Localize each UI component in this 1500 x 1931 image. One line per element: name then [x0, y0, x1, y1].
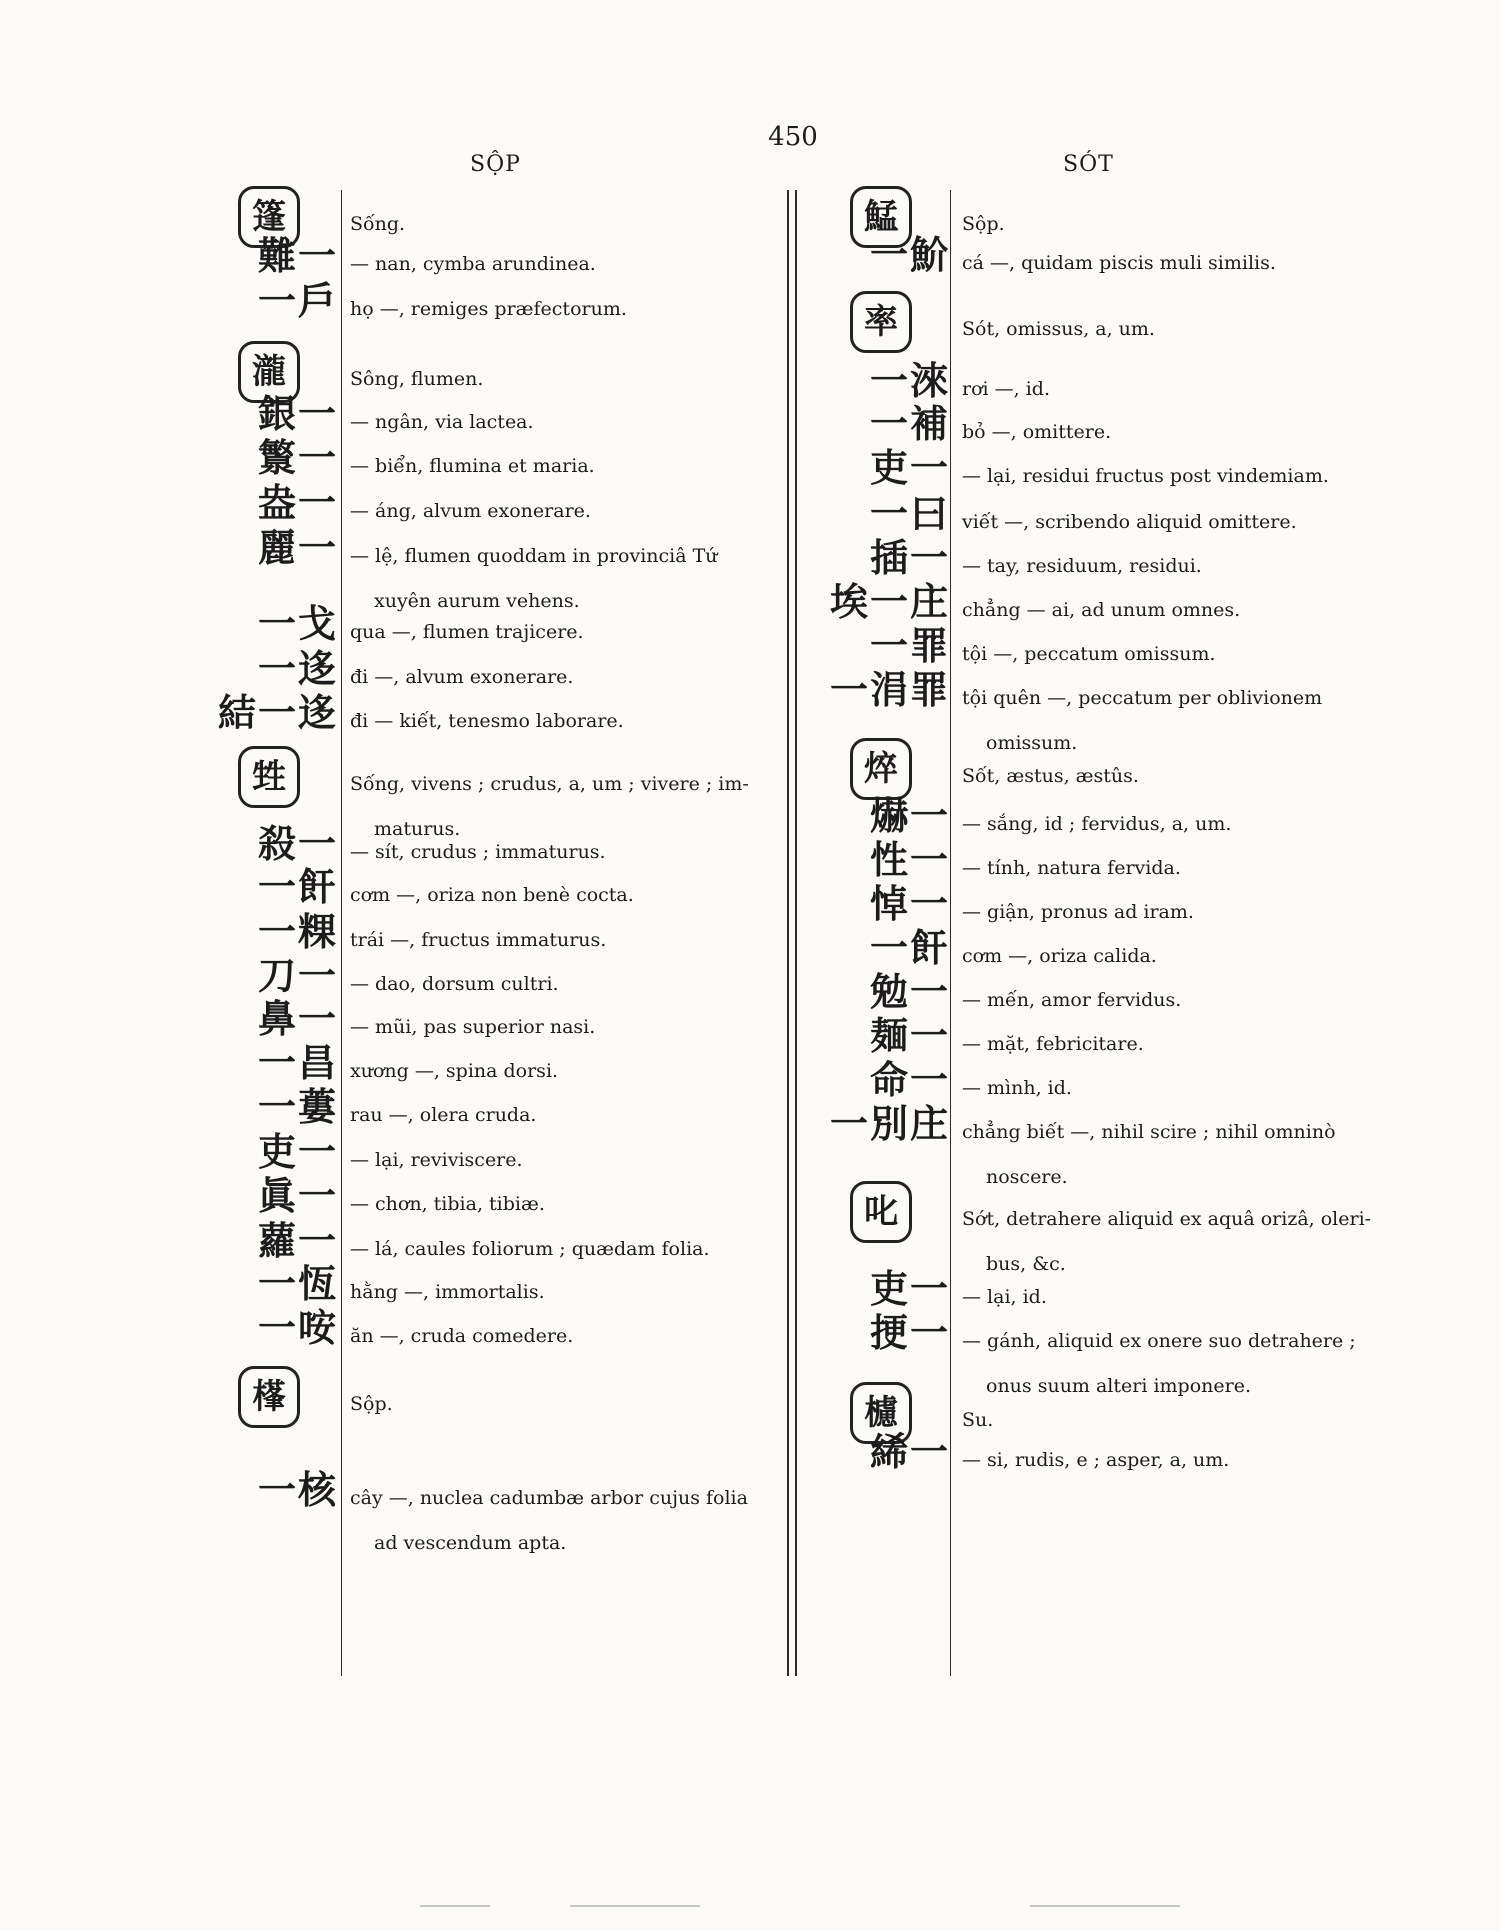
entry-text	[962, 500, 1402, 545]
entry-definition: — sít, crudus ; immaturus.	[350, 841, 606, 863]
entry-definition: — si, rudis, e ; asper, a, um.	[962, 1449, 1230, 1471]
entry-definition: — lại, residui fructus post vindemiam.	[962, 465, 1329, 487]
headword-character-box: 樥	[238, 1366, 300, 1428]
entry-definition: — tay, residuum, residui.	[962, 555, 1202, 577]
entry-characters: 一咹	[257, 1306, 338, 1350]
entry-definition: rau —, olera cruda.	[350, 1104, 537, 1126]
entry-definition: — gánh, aliquid ex onere suo detrahere ;	[962, 1330, 1356, 1352]
entry-text	[350, 1270, 790, 1315]
headword-character-box: 瀧	[238, 341, 300, 403]
bottom-smudge	[570, 1905, 700, 1907]
entry-characters: 眞一	[257, 1174, 338, 1218]
entry-text	[350, 610, 790, 655]
entry-characters: 爀一	[869, 794, 950, 838]
entry-text	[350, 655, 790, 700]
entry-continuation: noscere.	[986, 1166, 1068, 1188]
entry-text	[350, 287, 790, 332]
entry-characters: 悼一	[869, 882, 950, 926]
entry-definition: bỏ —, omittere.	[962, 421, 1112, 443]
entry-characters: 一魪	[869, 233, 950, 277]
entry-definition: chẳng biết —, nihil scire ; nihil omninò	[962, 1121, 1336, 1143]
entry-characters: 蘿一	[257, 1219, 338, 1263]
entry-definition: tội quên —, peccatum per oblivionem	[962, 687, 1323, 709]
entry-text	[962, 632, 1402, 677]
entry-definition: xương —, spina dorsi.	[350, 1060, 559, 1082]
entry-text	[350, 1005, 790, 1050]
entry-definition: Sót, omissus, a, um.	[962, 318, 1155, 340]
entry-text	[350, 1314, 790, 1359]
headword-character-box: 甡	[238, 746, 300, 808]
entry-text	[962, 241, 1402, 286]
entry-characters: 殺一	[257, 822, 338, 866]
entry-text	[962, 544, 1402, 589]
entry-definition: Sốt, æstus, æstûs.	[962, 765, 1139, 787]
entry-text	[962, 410, 1402, 455]
entry-text	[350, 830, 790, 875]
entry-text	[962, 1022, 1402, 1067]
entry-text	[962, 676, 1402, 766]
entry-definition: — mũi, pas superior nasi.	[350, 1016, 596, 1038]
bottom-smudge	[1030, 1905, 1180, 1907]
column-rule-left	[341, 190, 342, 1676]
entry-text	[962, 1398, 1402, 1443]
entry-characters: 一淶	[869, 359, 950, 403]
entry-text	[350, 1476, 790, 1566]
entry-definition: — sắng, id ; fervidus, a, um.	[962, 813, 1232, 835]
entry-definition: — lệ, flumen quoddam in provinciâ Tứ	[350, 545, 718, 567]
entry-text	[350, 1138, 790, 1183]
entry-characters: 一核	[257, 1468, 338, 1512]
entry-characters: 刀一	[257, 954, 338, 998]
entry-definition: — lại, reviviscere.	[350, 1149, 523, 1171]
entry-characters: 一蔞	[257, 1085, 338, 1129]
entry-continuation: ad vescendum apta.	[374, 1532, 567, 1554]
entry-text	[350, 699, 790, 744]
entry-characters: 一戈	[257, 602, 338, 646]
entry-definition: — lại, id.	[962, 1286, 1047, 1308]
entry-continuation: bus, &c.	[986, 1253, 1066, 1275]
entry-definition: — biển, flumina et maria.	[350, 455, 595, 477]
entry-characters: 一戶	[257, 279, 338, 323]
entry-definition: cơm —, oriza non benè cocta.	[350, 884, 634, 906]
entry-characters: 一涓罪	[829, 668, 950, 712]
entry-characters: 一昌	[257, 1041, 338, 1085]
entry-text	[350, 242, 790, 287]
entry-characters: 一迻	[257, 647, 338, 691]
entry-characters: 吏一	[869, 446, 950, 490]
entry-definition: rơi —, id.	[962, 378, 1050, 400]
column-rule-right	[950, 190, 951, 1676]
entry-text	[962, 1319, 1402, 1409]
entry-characters: 鼻一	[257, 997, 338, 1041]
entry-text	[350, 1382, 790, 1427]
entry-definition: — giận, pronus ad iram.	[962, 901, 1194, 923]
entry-characters: 麗一	[257, 526, 338, 570]
entry-text	[962, 1066, 1402, 1111]
entry-text	[962, 934, 1402, 979]
entry-text	[962, 890, 1402, 935]
entry-text	[350, 1182, 790, 1227]
entry-definition: — nan, cymba arundinea.	[350, 253, 596, 275]
entry-definition: cây —, nuclea cadumbæ arbor cujus folia	[350, 1487, 748, 1509]
entry-definition: trái —, fructus immaturus.	[350, 929, 607, 951]
entry-text	[962, 588, 1402, 633]
entry-definition: ăn —, cruda comedere.	[350, 1325, 574, 1347]
entry-definition: — mến, amor fervidus.	[962, 989, 1182, 1011]
entry-continuation: maturus.	[374, 818, 461, 840]
entry-characters: 一別庄	[829, 1102, 950, 1146]
entry-definition: — lá, caules foliorum ; quædam folia.	[350, 1238, 710, 1260]
entry-characters: 一罪	[869, 624, 950, 668]
entry-characters: 絺一	[869, 1430, 950, 1474]
entry-characters: 一恆	[257, 1262, 338, 1306]
entry-characters: 一粿	[257, 910, 338, 954]
entry-text	[962, 367, 1402, 412]
entry-characters: 挭一	[869, 1311, 950, 1355]
entry-text	[350, 962, 790, 1007]
entry-text	[350, 1093, 790, 1138]
entry-definition: Sông, flumen.	[350, 368, 484, 390]
running-head-left: SỘP	[470, 152, 521, 177]
entry-definition: qua —, flumen trajicere.	[350, 621, 584, 643]
entry-characters: 埃一庄	[829, 580, 950, 624]
entry-text	[350, 489, 790, 534]
entry-text	[962, 1197, 1402, 1287]
entry-text	[962, 1438, 1402, 1483]
entry-definition: chẳng — ai, ad unum omnes.	[962, 599, 1241, 621]
entry-definition: — mình, id.	[962, 1077, 1072, 1099]
entry-text	[962, 754, 1402, 799]
entry-definition: Sống, vivens ; crudus, a, um ; vivere ; im-	[350, 773, 749, 795]
entry-characters: 一曰	[869, 492, 950, 536]
headword-character-box: 焠	[850, 738, 912, 800]
entry-text	[962, 307, 1402, 352]
entry-definition: Su.	[962, 1409, 994, 1431]
entry-definition: hằng —, immortalis.	[350, 1281, 545, 1303]
column-rule-center-b	[795, 190, 797, 1676]
entry-text	[962, 846, 1402, 891]
entry-definition: đi —, alvum exonerare.	[350, 666, 574, 688]
entry-characters: 盎一	[257, 481, 338, 525]
entry-text	[350, 1227, 790, 1272]
entry-characters: 銀一	[257, 392, 338, 436]
headword-character-box: 櫖	[850, 1382, 912, 1444]
entry-text	[962, 1110, 1402, 1200]
entry-continuation: onus suum alteri imponere.	[986, 1375, 1252, 1397]
entry-text	[350, 444, 790, 489]
entry-characters: 吏一	[869, 1267, 950, 1311]
entry-text	[962, 802, 1402, 847]
entry-definition: đi — kiết, tenesmo laborare.	[350, 710, 624, 732]
entry-definition: họ —, remiges præfectorum.	[350, 298, 627, 320]
entry-definition: — dao, dorsum cultri.	[350, 973, 559, 995]
entry-continuation: xuyên aurum vehens.	[374, 590, 580, 612]
entry-text	[962, 978, 1402, 1023]
entry-characters: 插一	[869, 536, 950, 580]
entry-text	[962, 1275, 1402, 1320]
entry-definition: cơm —, oriza calida.	[962, 945, 1157, 967]
entry-definition: Sớt, detrahere aliquid ex aquâ orizâ, oleri-	[962, 1208, 1372, 1230]
entry-characters: 一飦	[257, 865, 338, 909]
entry-characters: 一飦	[869, 926, 950, 970]
entry-characters: 瀪一	[257, 436, 338, 480]
entry-characters: 一補	[869, 402, 950, 446]
entry-characters: 吏一	[257, 1130, 338, 1174]
entry-characters: 結一迻	[217, 691, 338, 735]
entry-definition: Sộp.	[350, 1393, 393, 1415]
entry-definition: cá —, quidam piscis muli similis.	[962, 252, 1276, 274]
headword-character-box: 篷	[238, 186, 300, 248]
entry-definition: Sống.	[350, 213, 406, 235]
entry-definition: tội —, peccatum omissum.	[962, 643, 1216, 665]
entry-text	[350, 1049, 790, 1094]
headword-character-box: 叱	[850, 1181, 912, 1243]
entry-characters: 麺一	[869, 1014, 950, 1058]
entry-continuation: omissum.	[986, 732, 1078, 754]
headword-character-box: 鯭	[850, 186, 912, 248]
entry-text	[350, 873, 790, 918]
entry-text	[962, 454, 1402, 499]
bottom-smudge	[420, 1905, 490, 1907]
entry-definition: — ngân, via lactea.	[350, 411, 534, 433]
entry-definition: — tính, natura fervida.	[962, 857, 1181, 879]
entry-definition: viết —, scribendo aliquid omittere.	[962, 511, 1297, 533]
entry-definition: — mặt, febricitare.	[962, 1033, 1144, 1055]
entry-characters: 勉一	[869, 970, 950, 1014]
entry-text	[350, 400, 790, 445]
headword-character-box: 率	[850, 291, 912, 353]
entry-text	[350, 918, 790, 963]
entry-definition: — chơn, tibia, tibiæ.	[350, 1193, 545, 1215]
entry-text	[350, 357, 790, 402]
entry-characters: 命一	[869, 1058, 950, 1102]
running-head-right: SÓT	[1063, 152, 1114, 177]
entry-definition: — áng, alvum exonerare.	[350, 500, 591, 522]
entry-characters: 性一	[869, 838, 950, 882]
entry-text	[350, 202, 790, 247]
entry-characters: 難一	[257, 234, 338, 278]
entry-definition: Sộp.	[962, 213, 1005, 235]
page-number: 450	[768, 122, 818, 152]
